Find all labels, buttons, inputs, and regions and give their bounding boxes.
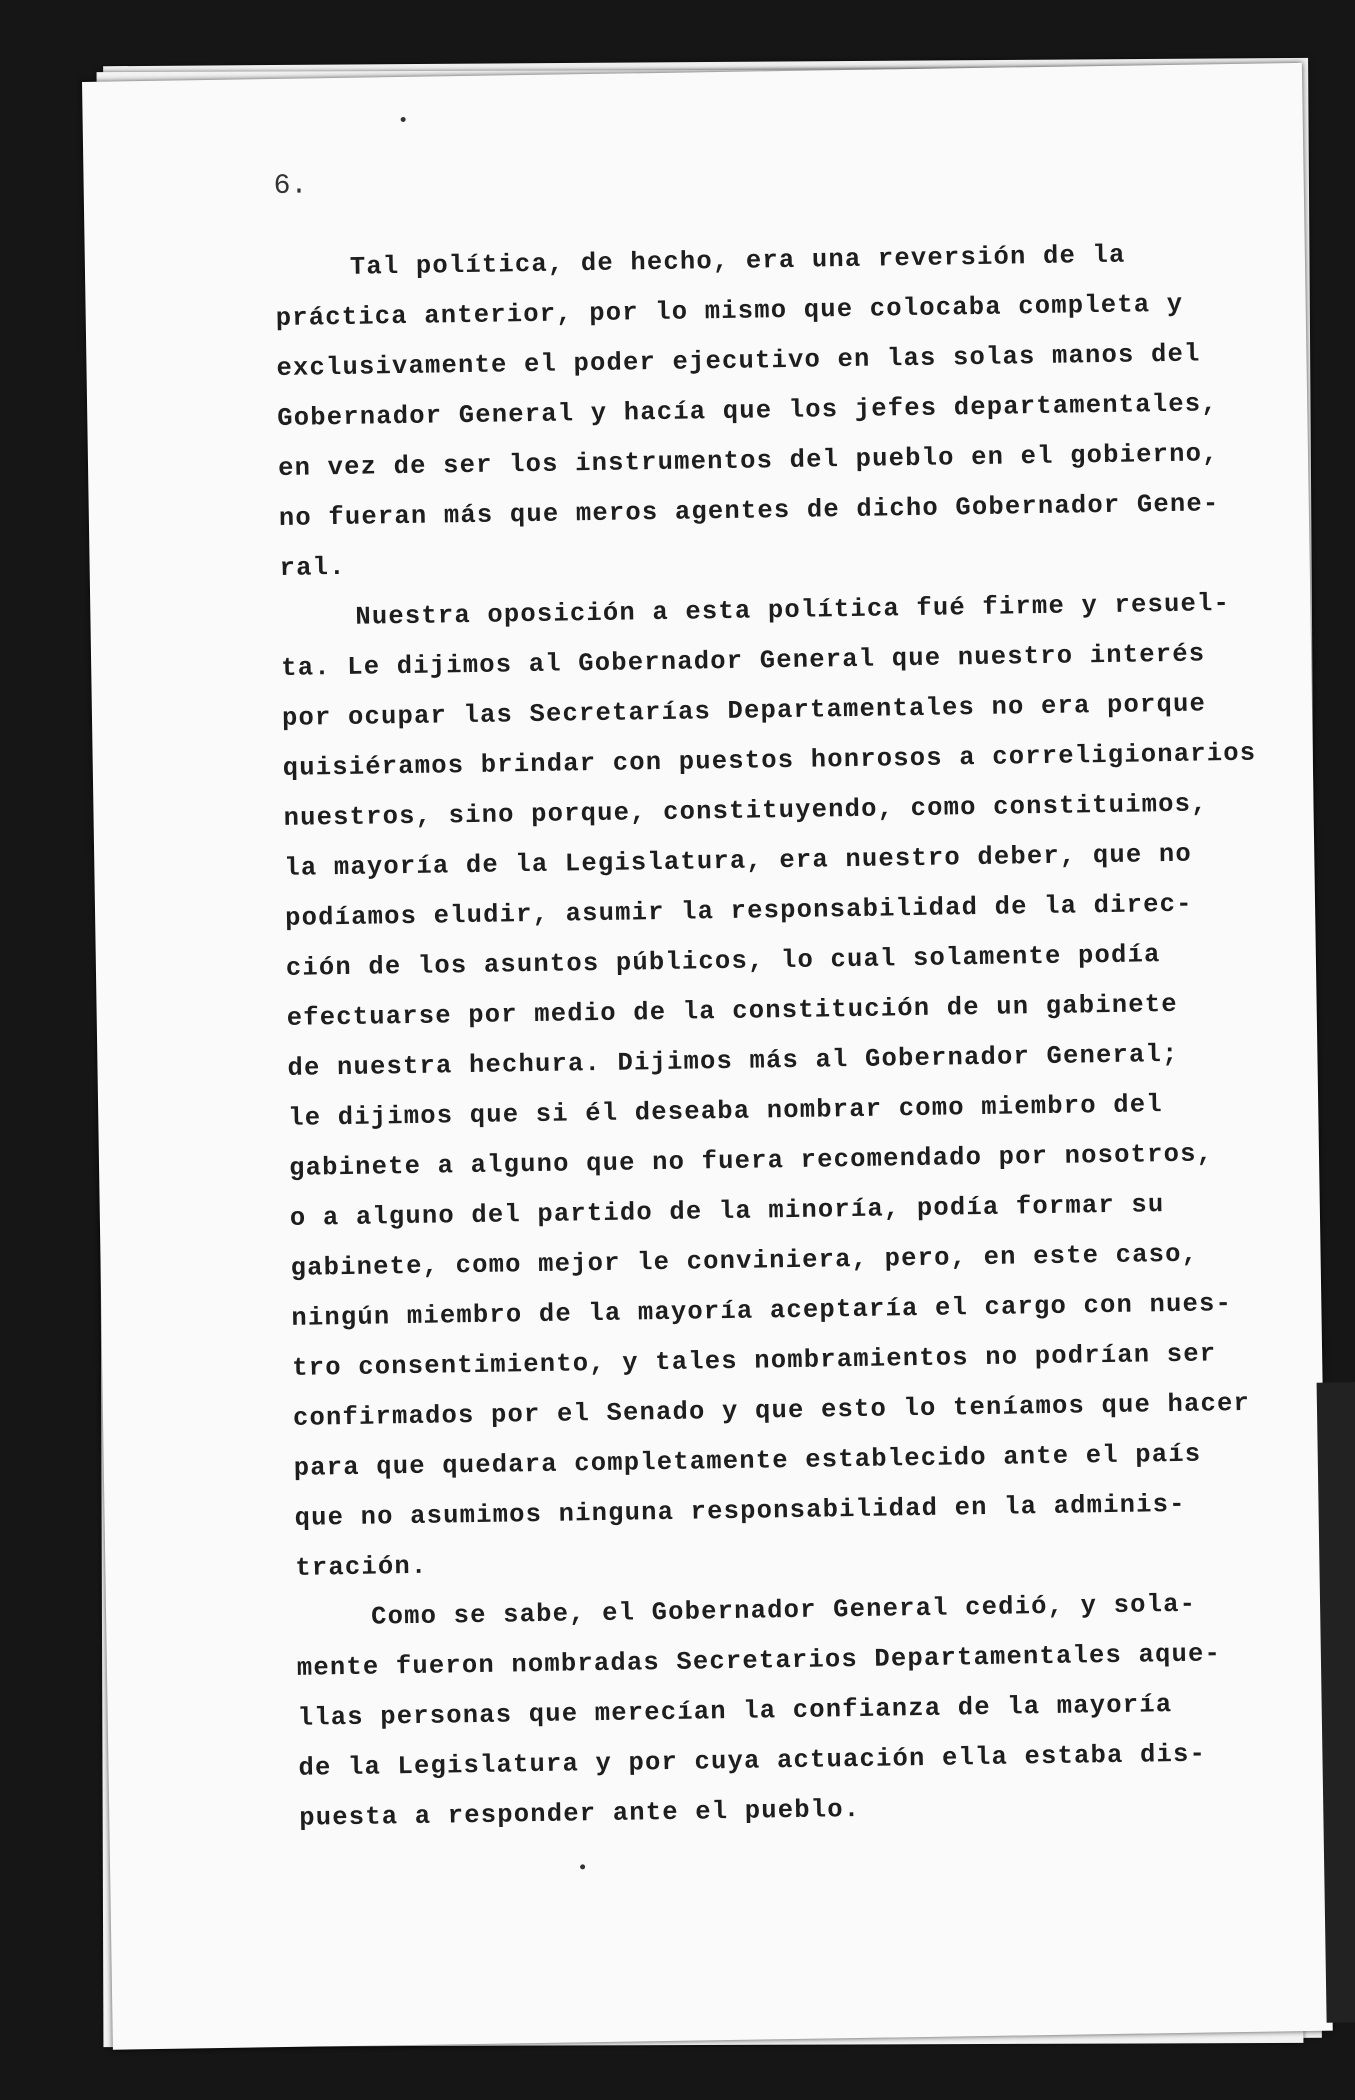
text-line: Como se sabe, el Gobernador General cedió, y sola- (370, 1589, 1197, 1632)
text-line: ningún miembro de la mayoría aceptaría el cargo con nues- (291, 1289, 1233, 1333)
text-line: puesta a responder ante el pueblo. (299, 1794, 861, 1833)
text-line: en vez de ser los instrumentos del pueblo en el gobierno, (277, 439, 1219, 483)
text-line: podíamos eludir, asumir la responsabilidad de la direc- (284, 889, 1193, 933)
text-line: exclusivamente el poder ejecutivo en las solas manos del (276, 339, 1201, 383)
text-line: por ocupar las Secretarías Departamentales no era porque (281, 689, 1207, 733)
text-line: que no asumimos ninguna responsabilidad en la adminis- (294, 1489, 1186, 1533)
text-line: práctica anterior, por lo mismo que colocaba completa y (275, 289, 1184, 333)
document-page (82, 63, 1333, 2050)
text-line: le dijimos que si él deseaba nombrar como miembro del (288, 1090, 1164, 1133)
text-line: tro consentimiento, y tales nombramientos no podrían ser (292, 1339, 1217, 1383)
text-line: Nuestra oposición a esta política fué firme y resuel- (355, 589, 1231, 632)
text-line: efectuarse por medio de la constitución de un gabinete (286, 989, 1178, 1033)
text-line: ral. (279, 552, 346, 583)
text-line: para que quedara completamente establecido ante el país (293, 1439, 1202, 1483)
typed-body-text (275, 230, 1257, 1844)
text-line: ción de los asuntos públicos, lo cual solamente podía (285, 940, 1161, 983)
page-edge-shadow (1317, 1382, 1355, 2023)
text-line: Gobernador General y hacía que los jefes departamentales, (277, 389, 1219, 433)
text-line: de nuestra hechura. Dijimos más al Gobernador General; (287, 1039, 1179, 1083)
text-line: Tal política, de hecho, era una reversión de la (349, 240, 1126, 282)
ink-dot (580, 1864, 585, 1869)
text-line: nuestros, sino porque, constituyendo, como constituimos, (283, 789, 1208, 833)
text-line: mente fueron nombradas Secretarios Departamentales aque- (296, 1639, 1222, 1683)
page-number: 6. (273, 170, 308, 203)
text-line: ta. Le dijimos al Gobernador General que nuestro interés (281, 639, 1206, 683)
text-line: no fueran más que meros agentes de dicho Gobernador Gene- (278, 489, 1220, 533)
text-line: llas personas que merecían la confianza de la mayoría (297, 1690, 1173, 1733)
text-line: quisiéramos brindar con puestos honrosos a correligionarios (282, 738, 1257, 783)
text-line: gabinete a alguno que no fuera recomendado por nosotros, (288, 1139, 1214, 1183)
ink-dot (401, 117, 406, 122)
text-line: tración. (295, 1551, 428, 1583)
text-line: confirmados por el Senado y que esto lo teníamos que hacer (292, 1388, 1251, 1433)
text-line: de la Legislatura y por cuya actuación ella estaba dis- (298, 1739, 1207, 1783)
text-line: gabinete, como mejor le conviniera, pero, en este caso, (290, 1239, 1199, 1283)
text-line: o a alguno del partido de la minoría, podía formar su (289, 1190, 1165, 1233)
text-line: la mayoría de la Legislatura, era nuestro deber, que no (284, 839, 1193, 883)
